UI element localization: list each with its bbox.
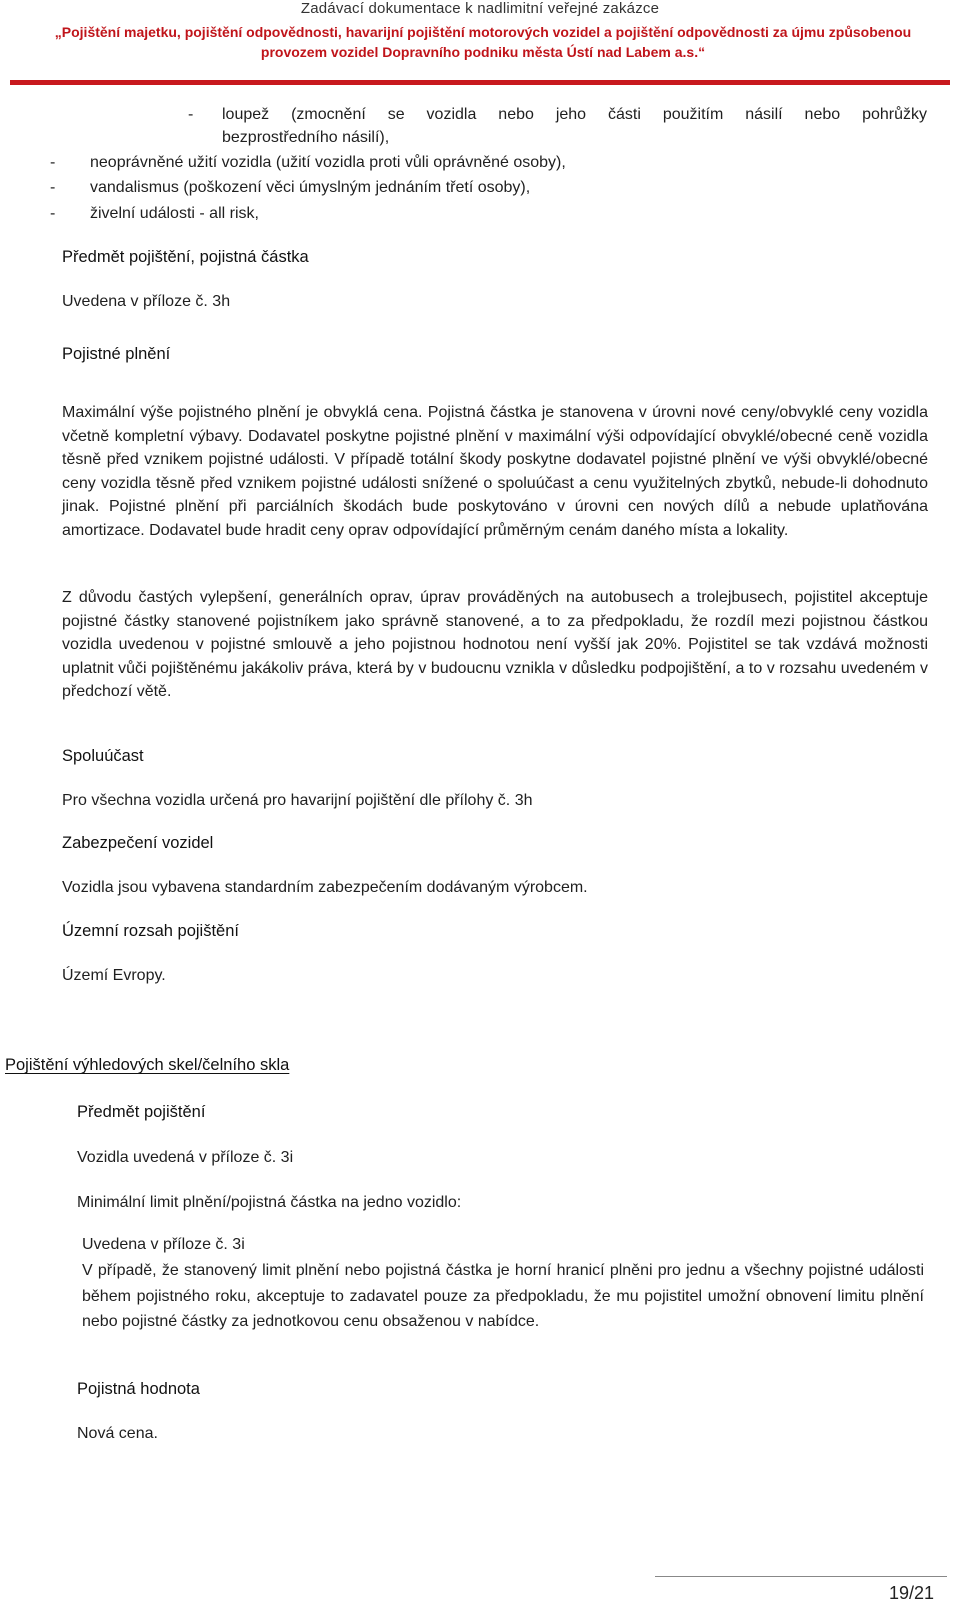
risk-item-vandalism: vandalismus (poškození věci úmyslným jednáním třetí osoby), (90, 179, 531, 196)
list-bullet: - (50, 205, 56, 222)
glass-value-text: Nová cena. (77, 1425, 158, 1442)
glass-limit-paragraph: V případě, že stanovený limit plnění nebo pojistná částka je horní hranicí plněni pro jednu a všechny pojistné události během pojistného roku, akceptuje to zadavatel pouze za předpokladu, že mu pojistitel umožní obnovení limitu plnění nebo pojistné částky za jednotkovou cenu obsaženou v nabídce. (82, 1262, 924, 1330)
glass-limit-heading: Minimální limit plnění/pojistná částka na jedno vozidlo: (77, 1194, 462, 1211)
document-subtitle-line-2: provozem vozidel Dopravního podniku města Ústí nad Labem a.s.“ (260, 44, 706, 60)
glass-limit-text: Uvedena v příloze č. 3i (82, 1236, 245, 1253)
performance-paragraph-1: Maximální výše pojistného plnění je obvyklá cena. Pojistná částka je stanovena v úrovni nové ceny/obvyklé ceny vozidla včetně kompletní výbavy. Dodavatel poskytne pojistné plnění v maximální výši odpovídající obvyklé/obecné ceně vozidla těsně před vznikem pojistné události. V případě totální škody poskytne dodavatel pojistné plnění ve výši obvyklé/obecné ceny vozidla těsně před vznikem pojistné události snížené o spoluúčast a cenu využitelných zbytků, nebude-li dohodnuto jinak. Pojistné plnění při parciálních škodách bude poskytováno v úrovni cen nových dílů a nebude uplatňována amortizace. Dodavatel bude hradit ceny oprav odpovídající průměrným cenám daného místa a lokality. (62, 404, 928, 539)
risk-item-robbery-line-2: bezprostředního násilí), (222, 129, 390, 146)
list-bullet: - (50, 154, 56, 171)
security-text: Vozidla jsou vybavena standardním zabezpečením dodávaným výrobcem. (62, 879, 588, 896)
glass-section-title: Pojištění výhledových skel/čelního skla (5, 1056, 290, 1074)
security-heading: Zabezpečení vozidel (62, 834, 214, 852)
list-bullet: - (50, 179, 56, 196)
page-number: 19/21 (888, 1583, 934, 1603)
deductible-text: Pro všechna vozidla určená pro havarijní pojištění dle přílohy č. 3h (62, 792, 533, 809)
subject-heading: Předmět pojištění, pojistná částka (62, 248, 309, 266)
deductible-heading: Spoluúčast (62, 747, 144, 765)
glass-subject-heading: Předmět pojištění (77, 1103, 206, 1121)
list-bullet: - (188, 106, 194, 123)
risk-item-natural-events: živelní události - all risk, (90, 205, 259, 222)
subject-text: Uvedena v příloze č. 3h (62, 293, 231, 310)
document-title: Zadávací dokumentace k nadlimitní veřejné zakázce (300, 0, 660, 17)
performance-heading: Pojistné plnění (62, 345, 171, 363)
territory-text: Území Evropy. (62, 967, 166, 984)
risk-item-robbery-line-1: loupež (zmocnění se vozidla nebo jeho části použitím násilí nebo pohrůžky (222, 106, 927, 123)
footer-divider (655, 1576, 947, 1577)
glass-subject-text: Vozidla uvedená v příloze č. 3i (77, 1149, 294, 1166)
territory-heading: Územní rozsah pojištění (62, 922, 239, 940)
performance-paragraph-2: Z důvodu častých vylepšení, generálních oprav, úprav prováděných na autobusech a trolejbusech, pojistitel akceptuje pojistné částky stanovené pojistníkem jako správně stanovené, a to za předpokladu, že rozdíl mezi pojistnou částkou vozidla uvedenou v pojistné smlouvě a jeho pojistnou hodnotou není vyšší jak 20%. Pojistitel se tak vzdává možnosti uplatnit vůči pojištěnému jakákoliv práva, která by v budoucnu vznikla v důsledku podpojištění, a to v rozsahu uvedeném v předchozí větě. (62, 589, 928, 700)
document-subtitle-line-1: „Pojištění majetku, pojištění odpovědnosti, havarijní pojištění motorových vozidel a pojištění odpovědnosti za újmu způsobenou (54, 24, 912, 40)
glass-value-heading: Pojistná hodnota (77, 1380, 200, 1398)
risk-item-unauthorized-use: neoprávněné užití vozidla (užití vozidla proti vůli oprávněné osoby), (90, 154, 566, 171)
header-divider (10, 80, 950, 85)
